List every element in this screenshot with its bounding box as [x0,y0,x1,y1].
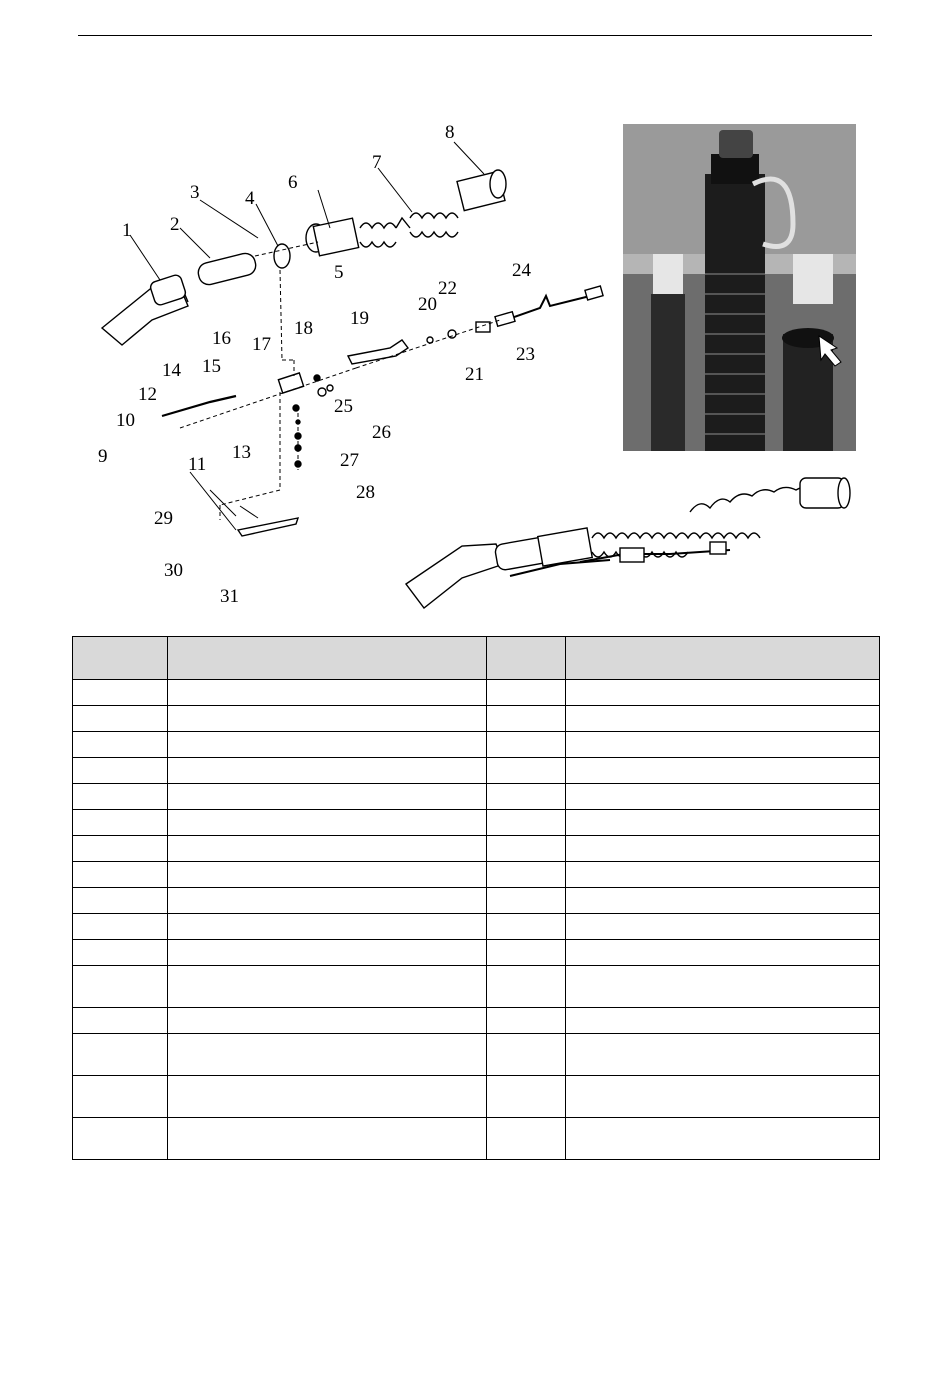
table-cell [73,888,168,914]
table-cell [487,966,566,1008]
table-cell [487,940,566,966]
callout-31: 31 [220,586,239,607]
table-cell [487,758,566,784]
table-cell [73,1008,168,1034]
table-cell [168,1076,487,1118]
table-cell [73,862,168,888]
callout-8: 8 [445,122,455,143]
corrugated-hose-part [360,213,458,247]
table-cell [73,966,168,1008]
table-cell [73,1076,168,1118]
callout-3: 3 [190,182,200,203]
table-cell [168,732,487,758]
table-cell [73,1034,168,1076]
table-row [73,680,880,706]
callout-4: 4 [245,188,255,209]
table-cell [168,888,487,914]
table-row [73,1076,880,1118]
table-cell [487,784,566,810]
table-row [73,914,880,940]
callout-20: 20 [418,294,437,315]
callout-22: 22 [438,278,457,299]
table-cell [73,1118,168,1160]
table-cell [566,706,880,732]
table-cell [487,1076,566,1118]
table-cell [168,966,487,1008]
table-cell [566,680,880,706]
table-cell [566,836,880,862]
table-cell [566,940,880,966]
table-row [73,862,880,888]
table-cell [487,706,566,732]
table-cell [73,836,168,862]
table-row [73,1118,880,1160]
callout-28: 28 [356,482,375,503]
table-cell [168,758,487,784]
assembled-wand-illustration [400,460,860,620]
table-cell [73,706,168,732]
table-cell [566,732,880,758]
callout-23: 23 [516,344,535,365]
callout-11: 11 [188,454,207,475]
table-cell [566,1076,880,1118]
callout-2: 2 [170,214,180,235]
callout-24: 24 [512,260,531,281]
table-row [73,966,880,1008]
table-cell [487,732,566,758]
table-cell [487,1008,566,1034]
table-cell [566,810,880,836]
table-row [73,940,880,966]
callout-12: 12 [138,384,157,405]
callout-27: 27 [340,450,359,471]
header-cell [487,637,566,680]
hose-cuff-part [306,218,359,256]
table-cell [168,940,487,966]
callout-30: 30 [164,560,183,581]
table-row [73,784,880,810]
callout-16: 16 [212,328,231,349]
callout-5: 5 [334,262,344,283]
table-row [73,732,880,758]
table-cell [168,784,487,810]
table-cell [566,862,880,888]
table-cell [566,1008,880,1034]
table-cell [168,836,487,862]
table-cell [73,810,168,836]
table-cell [487,680,566,706]
table-cell [168,810,487,836]
table-cell [168,862,487,888]
table-cell [487,836,566,862]
lower-handle-part [238,518,298,536]
table-cell [73,680,168,706]
header-cell [168,637,487,680]
table-cell [73,732,168,758]
end-cuff-part [457,170,506,211]
table-cell [168,1008,487,1034]
table-header-row [73,637,880,680]
callout-18: 18 [294,318,313,339]
table-cell [487,888,566,914]
table-cell [487,1118,566,1160]
table-row [73,1008,880,1034]
machine-hose-photo [623,124,856,451]
table-cell [487,914,566,940]
callout-1: 1 [122,220,132,241]
tube-part [196,251,258,286]
table-cell [487,810,566,836]
table-cell [566,784,880,810]
table-cell [566,1034,880,1076]
table-cell [168,1034,487,1076]
nozzle-part [102,274,188,345]
callout-7: 7 [372,152,382,173]
table-row [73,836,880,862]
callout-14: 14 [162,360,181,381]
table-row [73,1034,880,1076]
table-cell [566,888,880,914]
table-cell [566,758,880,784]
table-cell [73,784,168,810]
table-row [73,706,880,732]
trigger-lever-part [162,396,236,416]
callout-10: 10 [116,410,135,431]
callout-19: 19 [350,308,369,329]
table-cell [487,862,566,888]
table-cell [487,1034,566,1076]
valve-body-part [278,373,303,393]
table-cell [566,966,880,1008]
table-cell [73,914,168,940]
parts-table [72,636,880,1160]
table-cell [168,706,487,732]
callout-26: 26 [372,422,391,443]
header-rule [78,35,872,36]
callout-6: 6 [288,172,298,193]
table-cell [168,680,487,706]
table-row [73,810,880,836]
table-cell [566,914,880,940]
header-cell [73,637,168,680]
table-cell [168,914,487,940]
table-row [73,758,880,784]
callout-21: 21 [465,364,484,385]
callout-15: 15 [202,356,221,377]
header-cell [566,637,880,680]
table-cell [566,1118,880,1160]
callout-29: 29 [154,508,173,529]
callout-13: 13 [232,442,251,463]
clamp-part [274,244,290,268]
callout-9: 9 [98,446,108,467]
callout-17: 17 [252,334,271,355]
table-cell [168,1118,487,1160]
callout-25: 25 [334,396,353,417]
table-row [73,888,880,914]
table-cell [73,758,168,784]
table-cell [73,940,168,966]
